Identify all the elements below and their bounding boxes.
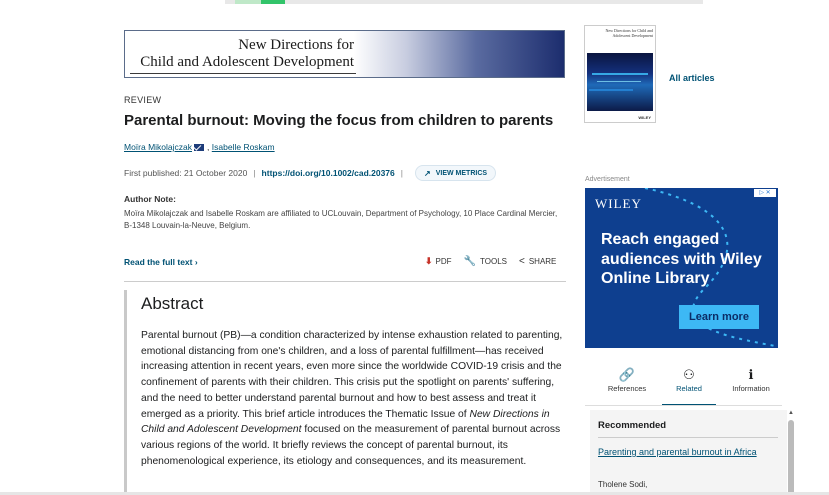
recommended-heading: Recommended [598,420,667,431]
link-icon: 🔗 [618,367,636,382]
ad-headline: Reach engaged audiences with Wiley Online Library [601,231,762,287]
doi-link[interactable]: https://doi.org/10.1002/cad.20376 [261,168,395,178]
tab-label: References [607,384,647,393]
wrench-icon: 🔧 [463,256,476,267]
learn-more-button[interactable]: Learn more [679,305,759,329]
author-note-heading: Author Note: [124,194,176,204]
divider: | [400,168,403,178]
journal-banner[interactable] [124,30,565,78]
article-title: Parental burnout: Moving the focus from children to parents [124,112,554,129]
author-note-text: Moïra Mikolajczak and Isabelle Roskam are affiliated to UCLouvain, Department of Psychology, 10 Place Cardinal Mercier, B-1348 Louvain-la-Neuve, Belgium. [124,209,558,230]
cover-artwork [587,53,653,111]
tab-label: Information [732,384,770,393]
view-metrics-button[interactable] [415,165,496,181]
cover-brand: WILEY [638,115,651,120]
recommended-article-author: Tholene Sodi, [598,480,648,489]
share-button[interactable] [519,256,556,267]
author-link[interactable]: Isabelle Roskam [211,142,275,152]
article-type-label: REVIEW [124,95,162,105]
advertisement-banner[interactable] [585,188,778,348]
abstract-text [141,328,566,469]
info-icon: ℹ [748,367,754,382]
email-icon[interactable] [194,144,204,151]
wiley-logo: WILEY [595,196,642,211]
top-progress-bar [225,0,703,4]
scroll-up-icon[interactable]: ▲ [788,410,794,416]
author-link[interactable]: Moïra Mikolajczak [124,142,193,152]
cover-title: New Directions for Child and Adolescent Development [587,28,653,52]
chevron-right-icon: › [194,257,198,267]
sidebar-tabs [596,366,782,404]
tab-label: Related [676,384,702,393]
journal-cover-image[interactable] [584,25,656,123]
author-list [124,142,275,152]
share-icon: < [518,256,525,267]
author-separator: , [207,142,210,152]
pdf-button[interactable] [425,256,452,267]
related-icon: ⚇ [683,367,695,382]
recommended-panel [590,410,787,495]
abstract-heading: Abstract [141,294,204,313]
divider: | [253,168,256,178]
article-tools [425,256,556,267]
journal-name-italic: New Directions in Child and Adolescent Development [141,408,550,436]
abstract-text-part1: Parental burnout (PB)—a condition characterized by intense exhaustion related to parenting, emotional distancing from one's children, and a loss of parental fulfillment—has received increasing attention in recent years, even more since the worldwide COVID-19 crisis and the confinement of parents with their children. This crisis put the spotlight on parents' suffering, and the need to better understand parental burnout and how to best assess and treat it emerged as a priority. This brief article introduces the Thematic Issue of [141,330,563,420]
trend-icon: ↗ [424,168,431,178]
journal-title-line2: Child and Adolescent Development [140,54,354,70]
abstract-text-part2: focused on the measurement of parental burnout across various regions of the world. It briefly reviews the concept of parental burnout, its phenomenological experience, its etiology and consequences, and its measurement. [141,424,561,467]
tab-related[interactable] [658,366,720,404]
share-label: SHARE [528,257,557,266]
journal-title-line1: New Directions for [238,37,354,53]
read-full-text-label: Read the full text [124,257,193,267]
tab-references[interactable] [596,366,658,404]
advertisement-label: Advertisement [585,176,630,183]
all-articles-link[interactable]: All articles [669,73,715,83]
abstract-section [124,290,569,495]
published-date: First published: 21 October 2020 [124,168,248,178]
divider [585,405,782,406]
recommended-scrollbar[interactable] [785,410,797,495]
scrollbar-thumb[interactable] [788,420,794,495]
pdf-label: PDF [435,257,452,266]
ad-choices-icon[interactable]: ▷ ✕ [754,189,776,197]
divider [124,281,566,282]
divider [598,437,778,438]
tools-button[interactable] [464,256,507,267]
publication-info [124,165,496,181]
view-metrics-label: VIEW METRICS [435,169,488,177]
tools-label: TOOLS [480,257,507,266]
recommended-article-link[interactable]: Parenting and parental burnout in Africa [598,447,757,457]
banner-divider [130,73,356,74]
tab-information[interactable] [720,366,782,404]
read-full-text-link[interactable] [124,257,198,267]
pdf-icon: ⬇ [425,256,433,266]
